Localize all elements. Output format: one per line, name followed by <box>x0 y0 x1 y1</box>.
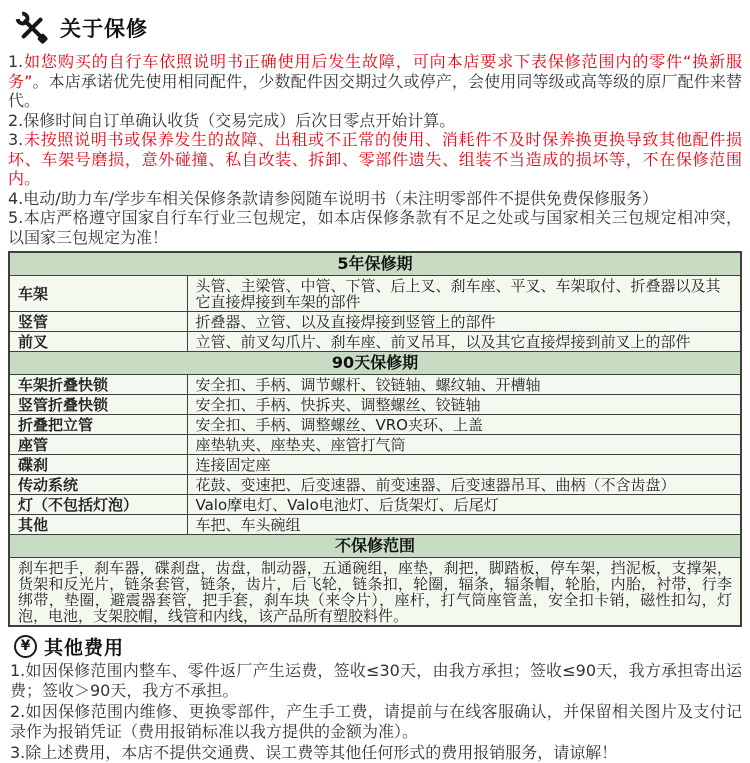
part-category-cell: 前叉 <box>9 332 187 352</box>
part-category-cell: 传动系统 <box>9 475 187 495</box>
table-row <box>9 276 741 312</box>
warranty-note-2: 2.保修时间自订单确认收货（交易完成）后次日零点开始计算。 <box>8 110 456 130</box>
table-row <box>9 455 741 475</box>
other-fees-header <box>14 633 742 659</box>
part-category-cell: 车架 <box>9 276 187 312</box>
warranty-notes <box>8 52 742 247</box>
table-section-header-90day <box>9 352 741 375</box>
part-list-cell: 安全扣、手柄、快拆夹、调整螺丝、铰链轴 <box>187 395 741 415</box>
table-row <box>9 312 741 332</box>
table-row <box>9 515 741 535</box>
table-row <box>9 375 741 395</box>
part-list-cell: 车把、车头碗组 <box>187 515 741 535</box>
warranty-header <box>14 8 742 48</box>
part-list-cell: 座垫轨夹、座垫夹、座管打气筒 <box>187 435 741 455</box>
part-category-cell: 折叠把立管 <box>9 415 187 435</box>
part-list-cell: Valo摩电灯、Valo电池灯、后货架灯、后尾灯 <box>187 495 741 515</box>
other-fees-section <box>10 633 742 763</box>
table-section-header-not-covered <box>9 535 741 558</box>
part-list-cell: 立管、前叉勾爪片、刹车座、前叉吊耳，以及其它直接焊接到前叉上的部件 <box>187 332 741 352</box>
warranty-note-5: 5.本店严格遵守国家自行车行业三包规定，如本店保修条款有不足之处或与国家相关三包规定相冲突，以国家三包规定为准！ <box>8 208 742 247</box>
part-category-cell: 碟刹 <box>9 455 187 475</box>
part-list-cell: 折叠器、立管、以及直接焊接到竖管上的部件 <box>187 312 741 332</box>
part-category-cell: 其他 <box>9 515 187 535</box>
part-category-cell: 灯（不包括灯泡） <box>9 495 187 515</box>
fees-note-3: 3.除上述费用，本店不提供交通费、误工费等其他任何形式的费用报销服务，请谅解！ <box>10 743 618 762</box>
part-list-cell: 安全扣、手柄、调整螺丝、VRO夹环、上盖 <box>187 415 741 435</box>
fees-note-2: 2.如因保修范围内维修、更换零部件，产生手工费，请提前与在线客服确认，并保留相关图片及支付记录作为报销凭证（费用报销标准以我方提供的金额为准）。 <box>10 702 742 741</box>
other-fees-title: 其他费用 <box>44 636 125 659</box>
table-row <box>9 415 741 435</box>
table-row <box>9 495 741 515</box>
tools-icon <box>14 10 50 46</box>
warranty-table <box>8 251 742 627</box>
warranty-note-3: 3.未按照说明书或保养发生的故障、出租或不正常的使用、消耗件不及时保养换更换导致其他配件损坏、车架号磨损，意外碰撞、私自改装、拆卸、零部件遗失、组装不当造成的损坏等，不在保修范围内。 <box>8 130 742 188</box>
table-row <box>9 435 741 455</box>
part-category-cell: 座管 <box>9 435 187 455</box>
warranty-note-4: 4.电动/助力车/学步车相关保修条款请参阅随车说明书（未注明零部件不提供免费保修服务） <box>8 188 659 208</box>
section-header-label: 5年保修期 <box>9 252 741 276</box>
table-row <box>9 558 741 627</box>
warranty-note-1: 1.如您购买的自行车依照说明书正确使用后发生故障，可向本店要求下表保修范围内的零件“换新服务”。本店承诺优先使用相同配件，少数配件因交期过久或停产，会使用同等级或高等级的原厂配件来替代。 <box>8 52 742 110</box>
table-row <box>9 395 741 415</box>
fees-note-1: 1.如因保修范围内整车、零件返厂产生运费，签收≤30天，由我方承担；签收≤90天，我方承担寄出运费；签收＞90天，我方不承担。 <box>10 661 742 700</box>
part-list-cell: 连接固定座 <box>187 455 741 475</box>
page-title: 关于保修 <box>60 17 148 41</box>
part-list-cell: 安全扣、手柄、调节螺杆、铰链轴、螺纹轴、开槽轴 <box>187 375 741 395</box>
table-section-header-5year <box>9 252 741 276</box>
part-list-cell: 头管、主梁管、中管、下管、后上叉、刹车座、平叉、车架取付、折叠器以及其它直接焊接到车架的部件 <box>187 276 741 312</box>
not-covered-text: 刹车把手，刹车器，碟刹盘，齿盘，制动器，五通碗组，座垫，刹把，脚踏板，停车架，挡泥板，支撑架，货架和反光片，链条套管，链条，齿片，后飞轮，链条扣，轮圈，辐条，辐条帽，轮胎，内胎，衬带，行李绑带，垫圈，避震器套管，把手套，刹车块（来令片），座杆，打气筒座管盖，安全扣卡销，磁性扣勾，灯泡，电池，支架胶帽，线管和内线，该产品所有塑胶料件。 <box>9 558 741 627</box>
yuan-icon: ¥ <box>14 635 37 658</box>
part-category-cell: 竖管 <box>9 312 187 332</box>
part-list-cell: 花鼓、变速把、后变速器、前变速器、后变速器吊耳、曲柄（不含齿盘） <box>187 475 741 495</box>
section-header-label: 不保修范围 <box>9 535 741 558</box>
part-category-cell: 车架折叠快锁 <box>9 375 187 395</box>
table-row <box>9 332 741 352</box>
section-header-label: 90天保修期 <box>9 352 741 375</box>
table-row <box>9 475 741 495</box>
part-category-cell: 竖管折叠快锁 <box>9 395 187 415</box>
